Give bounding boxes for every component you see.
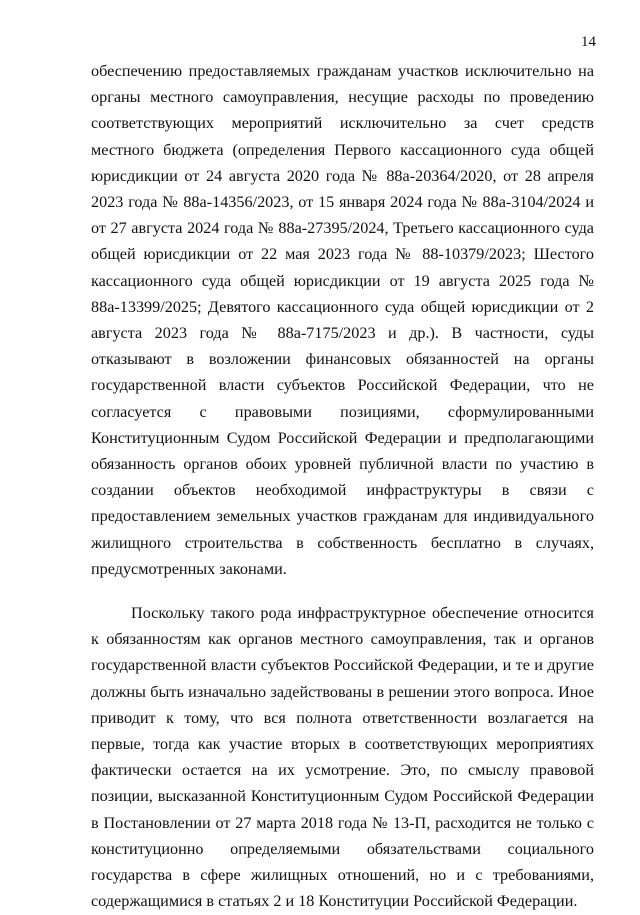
paragraph-1: обеспечению предоставляемых гражданам участков исключительно на органы местного самоуправления, несущие расходы по проведению соответствующих мероприятий исключительно за счет средств местного бюджета (определения Первого кассационного суда общей юрисдикции от 24 августа 2020 года № 88а-20364/2020, от 28 апреля 2023 года № 88а-14356/2023, от 15 января 2024 года № 88а-3104/2024 и от 27 августа 2024 года № 88а-27395/2024, Третьего кассационного суда общей юрисдикции от 22 мая 2023 года № 88-10379/2023; Шестого кассационного суда общей юрисдикции от 19 августа 2025 года № 88а-13399/2025; Девятого кассационного суда общей юрисдикции от 2 августа 2023 года № 88а-7175/2023 и др.). В частности, суды отказывают в возложении финансовых обязанностей на органы государственной власти субъектов Российской Федерации, что не согласуется с правовыми позициями, сформулированными Конституционным Судом Российской Федерации и предполагающими обязанность органов обоих уровней публичной власти по участию в создании объектов необходимой инфраструктуры в связи с предоставлением земельных участков гражданам для индивидуального жилищного строительства в собственность бесплатно в случаях, предусмотренных законами.	[91, 62, 594, 578]
paragraph-2: Поскольку такого рода инфраструктурное обеспечение относится к обязанностям как органов местного самоуправления, так и органов государственной власти субъектов Российской Федерации, и те и другие должны быть изначально задействованы в решении этого вопроса. Иное приводит к тому, что вся полнота ответственности возлагается на первые, тогда как участие вторых в соответствующих мероприятиях фактически остается на их усмотрение. Это, по смыслу правовой позиции, высказанной Конституционным Судом Российской Федерации в Постановлении от 27 марта 2018 года № 13-П, расходится не только с конституционно определяемыми обязательствами социального государства в сфере жилищных отношений, но и с требованиями, содержащимися в статьях 2 и 18 Конституции Российской Федерации.	[91, 604, 594, 911]
page-number: 14	[581, 34, 596, 50]
document-body	[91, 58, 594, 915]
